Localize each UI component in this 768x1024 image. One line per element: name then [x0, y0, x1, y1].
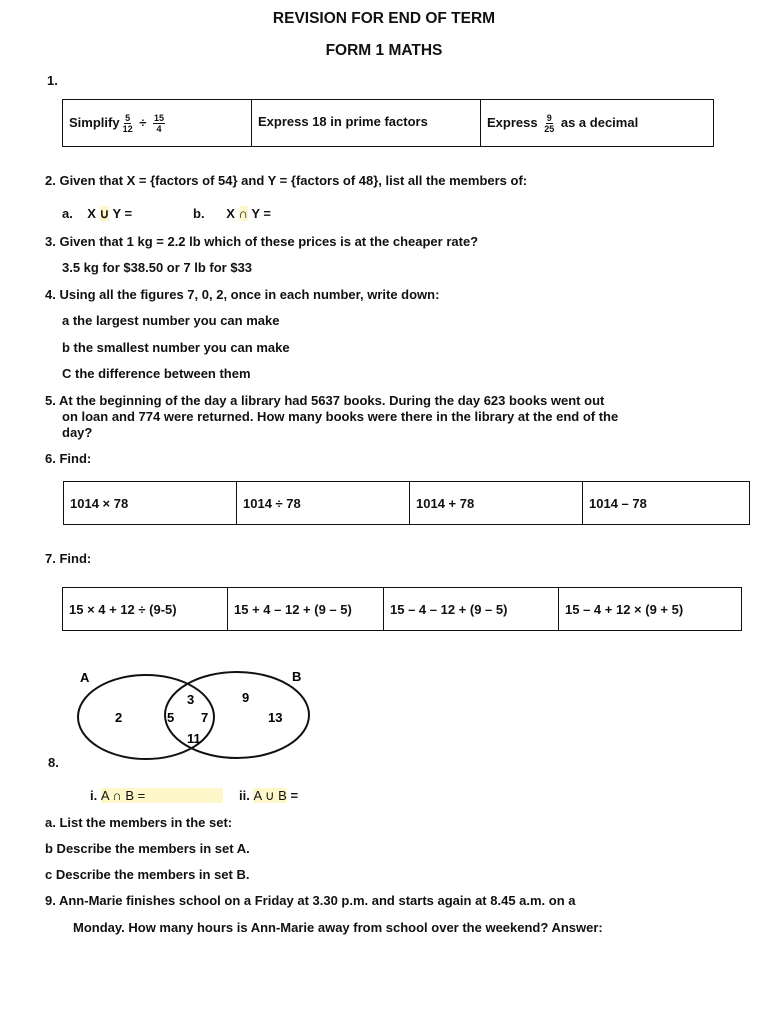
fraction-15-4: [153, 113, 165, 134]
divide-sign: ÷: [139, 114, 147, 130]
q5-line3: day?: [62, 425, 93, 440]
fraction-numerator: 5: [125, 112, 131, 123]
q8-i: [90, 788, 223, 803]
simplify-label: Simplify: [69, 114, 120, 130]
page-subtitle: FORM 1 MATHS: [325, 42, 443, 59]
venn-diagram: [70, 665, 350, 765]
q2-a-x: X: [87, 206, 96, 221]
venn-value: 9: [242, 690, 250, 705]
q4-a: a the largest number you can make: [62, 313, 280, 328]
decimal-label: as a decimal: [560, 114, 639, 130]
q7-table: [62, 587, 742, 631]
q2-b-x: X: [226, 206, 235, 221]
q4-c: C the difference between them: [62, 366, 251, 381]
venn-label-a: A: [80, 670, 90, 685]
venn-value: 3: [187, 692, 195, 707]
intersection-symbol: ∩: [238, 206, 248, 221]
q5-line2: on loan and 774 were returned. How many books were there in the library at the end of the: [62, 409, 619, 424]
q8-a: a. List the members in the set:: [45, 815, 233, 830]
fraction-5-12: [123, 113, 133, 134]
q8-ii-label: ii.: [239, 788, 250, 803]
q2-b-rest: Y =: [251, 206, 271, 221]
express-label: Express: [487, 114, 538, 130]
q8-number: 8.: [48, 755, 59, 770]
fraction-numerator: 9: [546, 112, 552, 123]
fraction-denominator: 12: [122, 123, 133, 134]
q7-cell-1: 15 × 4 + 12 ÷ (9-5): [63, 588, 228, 631]
q6-cell-4: 1014 – 78: [583, 482, 750, 525]
q1-table: [62, 99, 714, 147]
q8-ii-text: A ∪ B: [253, 788, 287, 803]
page-title: REVISION FOR END OF TERM: [272, 10, 496, 27]
q1-cell-simplify: [63, 100, 252, 147]
q3-text: 3. Given that 1 kg = 2.2 lb which of these prices is at the cheaper rate?: [45, 234, 479, 249]
q7-cell-3: 15 – 4 – 12 + (9 – 5): [384, 588, 559, 631]
set-a-circle: [78, 675, 214, 759]
q9-line2: Monday. How many hours is Ann-Marie away from school over the weekend? Answer:: [73, 920, 603, 935]
venn-value: 13: [268, 710, 283, 725]
union-symbol: ∪: [99, 206, 110, 221]
fraction-numerator: 15: [153, 112, 164, 123]
q6-text: 6. Find:: [45, 451, 92, 466]
q3-sub: 3.5 kg for $38.50 or 7 lb for $33: [62, 260, 253, 275]
q1-cell-prime: Express 18 in prime factors: [252, 100, 481, 147]
q7-cell-2: 15 + 4 – 12 + (9 – 5): [228, 588, 384, 631]
q5-line1: 5. At the beginning of the day a library had 5637 books. During the day 623 books went out: [45, 393, 605, 408]
q7-cell-4: 15 – 4 + 12 × (9 + 5): [559, 588, 742, 631]
venn-value: 11: [187, 731, 201, 746]
q2-part-a: [62, 206, 132, 222]
q4-text: 4. Using all the figures 7, 0, 2, once in each number, write down:: [45, 287, 440, 302]
q1-cell-decimal: [481, 100, 714, 147]
q8-c: c Describe the members in set B.: [45, 867, 250, 882]
q6-cell-1: 1014 × 78: [64, 482, 237, 525]
q8-b: b Describe the members in set A.: [45, 841, 250, 856]
q8-ii: [239, 788, 298, 804]
q6-table: [63, 481, 750, 525]
fraction-9-25: [544, 113, 554, 134]
venn-label-b: B: [292, 669, 302, 684]
q8-i-text: A ∩ B =: [101, 788, 223, 803]
venn-value: 7: [201, 710, 209, 725]
q2-a-rest: Y =: [112, 206, 133, 221]
q4-b: b the smallest number you can make: [62, 340, 290, 355]
q2-part-b: [193, 206, 271, 221]
q2-b-label: b.: [193, 206, 205, 221]
venn-value: 2: [115, 710, 123, 725]
q1-number: 1.: [47, 73, 58, 88]
q2-a-label: a.: [62, 206, 73, 221]
q6-cell-3: 1014 + 78: [410, 482, 583, 525]
q8-ii-eq: =: [290, 788, 299, 803]
q2-text: 2. Given that X = {factors of 54} and Y = {factors of 48}, list all the members of:: [45, 173, 528, 188]
fraction-denominator: 25: [544, 123, 555, 134]
q6-cell-2: 1014 ÷ 78: [237, 482, 410, 525]
venn-value: 5: [167, 710, 175, 725]
q9-line1: 9. Ann-Marie finishes school on a Friday at 3.30 p.m. and starts again at 8.45 a.m. on a: [45, 893, 576, 908]
q8-i-label: i.: [90, 788, 98, 803]
q7-text: 7. Find:: [45, 551, 92, 566]
fraction-denominator: 4: [156, 123, 162, 134]
